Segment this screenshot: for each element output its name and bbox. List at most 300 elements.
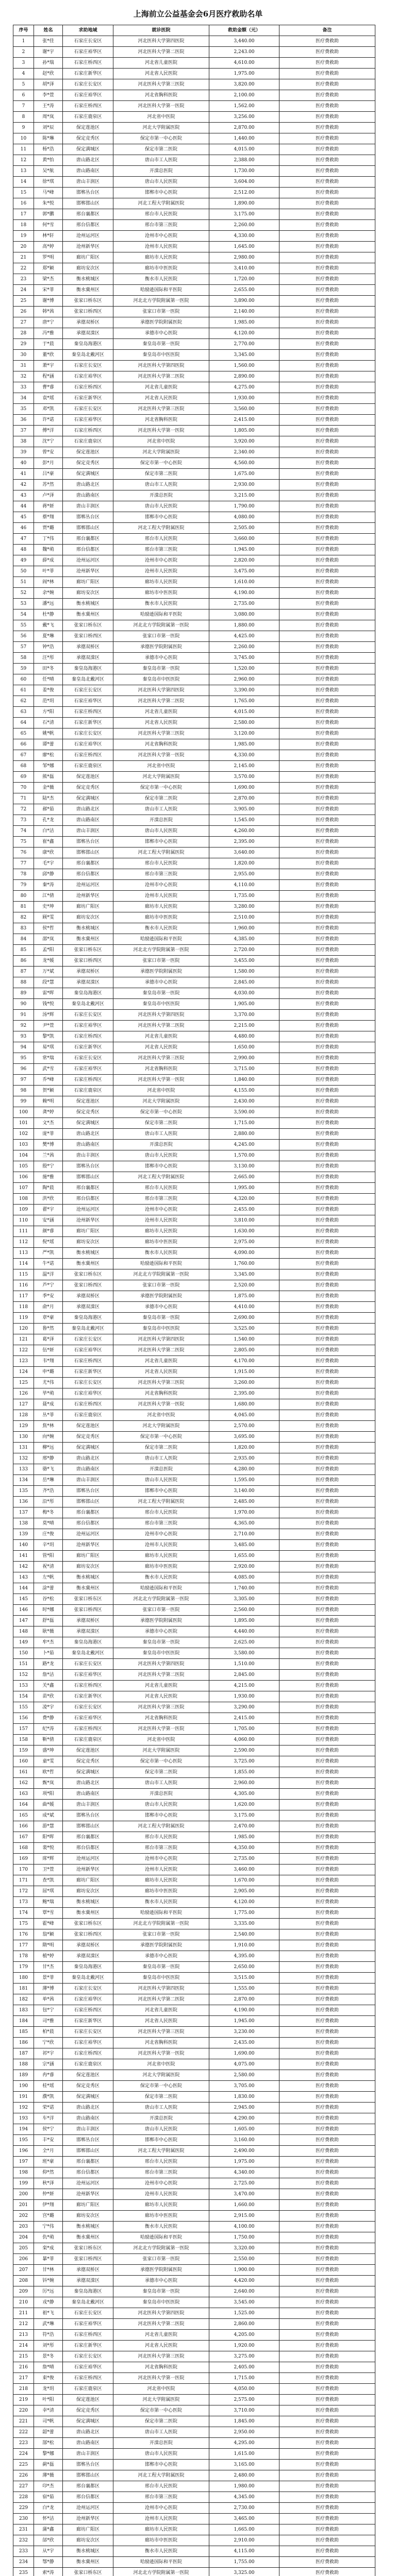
row-index: 156	[13, 1713, 34, 1724]
row-index: 141	[13, 1551, 34, 1562]
row-name: 聂*成	[34, 1399, 63, 1410]
row-name: 隋*明	[34, 1940, 63, 1951]
row-note: 医疗费救助	[279, 231, 375, 242]
row-note: 医疗费救助	[279, 967, 375, 977]
row-index: 103	[13, 1140, 34, 1150]
row-name: 吕*豪	[34, 469, 63, 480]
table-row	[13, 2405, 375, 2416]
table-row	[13, 361, 375, 371]
table-row	[13, 90, 375, 101]
row-hospital: 张家口市第一医院	[113, 2254, 209, 2265]
row-note: 医疗费救助	[279, 2211, 375, 2222]
row-name: 鲍*瑞	[34, 1897, 63, 1908]
row-hospital: 邯郸市中心医院	[113, 2135, 209, 2146]
row-amount: 1,540.00	[209, 1334, 279, 1345]
row-name: 凌*宇	[34, 1702, 63, 1713]
row-name: 班*豪	[34, 2157, 63, 2167]
table-row	[13, 339, 375, 350]
row-name: 颜*睿	[34, 1226, 63, 1237]
row-amount: 2,260.00	[209, 642, 279, 653]
row-note: 医疗费救助	[279, 848, 375, 858]
table-row	[13, 123, 375, 133]
row-name: 赖*明	[34, 1096, 63, 1107]
row-amount: 1,690.00	[209, 2048, 279, 2059]
table-row	[13, 1140, 375, 1150]
row-name: 从*宇	[34, 2546, 63, 2557]
row-amount: 4,275.00	[209, 382, 279, 393]
table-row	[13, 2254, 375, 2265]
row-amount: 2,735.00	[209, 599, 279, 609]
row-name: 骆*飞	[34, 1464, 63, 1475]
table-row	[13, 1367, 375, 1378]
table-row	[13, 772, 375, 783]
row-region: 沧州新华区	[63, 566, 113, 577]
row-hospital: 河北省胸科医院	[113, 415, 209, 426]
table-row	[13, 166, 375, 177]
row-hospital: 秦皇岛市中医医院	[113, 674, 209, 685]
row-hospital: 河北北方学院附属第一医院	[113, 1919, 209, 1929]
row-hospital: 秦皇岛市第一医院	[113, 664, 209, 674]
row-hospital: 廊坊市中医医院	[113, 912, 209, 923]
row-region: 石家庄裕华区	[63, 415, 113, 426]
table-row	[13, 2048, 375, 2059]
row-name: 单*茜	[34, 1994, 63, 2005]
table-row	[13, 188, 375, 198]
row-region: 石家庄新华区	[63, 2016, 113, 2027]
row-hospital: 衡水市人民医院	[113, 1897, 209, 1908]
row-hospital: 河北医科大学第三医院	[113, 79, 209, 90]
row-region: 唐山路南区	[63, 490, 113, 501]
table-row	[13, 1962, 375, 1973]
row-hospital: 邯郸市中心医院	[113, 188, 209, 198]
row-name: 沿*彤	[34, 1497, 63, 1507]
row-index: 107	[13, 1183, 34, 1194]
row-name: 莫*晴	[34, 1518, 63, 1529]
row-index: 11	[13, 144, 34, 155]
row-amount: 2,485.00	[209, 1497, 279, 1507]
row-name: 顾*雯	[34, 912, 63, 923]
row-amount: 1,655.00	[209, 1551, 279, 1562]
row-region: 沧州运河区	[63, 1854, 113, 1865]
row-note: 医疗费救助	[279, 1984, 375, 1994]
table-row	[13, 296, 375, 307]
row-amount: 2,145.00	[209, 761, 279, 772]
table-row	[13, 2135, 375, 2146]
table-row	[13, 599, 375, 609]
row-name: 曹*睿	[34, 382, 63, 393]
row-note: 医疗费救助	[279, 1421, 375, 1432]
row-hospital: 邢台市人民医院	[113, 534, 209, 545]
row-region: 唐山丰润区	[63, 826, 113, 837]
row-name: 薛*成	[34, 555, 63, 566]
row-index: 44	[13, 501, 34, 512]
row-region: 承德双桥区	[63, 1616, 113, 1626]
row-name: 孙*瑞	[34, 58, 63, 69]
row-name: 乔*峰	[34, 1075, 63, 1086]
row-name: 向*婉	[34, 1432, 63, 1443]
row-hospital: 邢台市第三医院	[113, 869, 209, 880]
table-row	[13, 1843, 375, 1854]
table-row	[13, 696, 375, 707]
row-note: 医疗费救助	[279, 1248, 375, 1259]
row-note: 医疗费救助	[279, 934, 375, 945]
row-region: 秦皇岛海港区	[63, 664, 113, 674]
row-region: 廊坊广阳区	[63, 1875, 113, 1886]
row-index: 36	[13, 415, 34, 426]
table-row	[13, 891, 375, 902]
row-name: 沈*宁	[34, 436, 63, 447]
row-index: 86	[13, 956, 34, 967]
row-region: 廊坊广阳区	[63, 577, 113, 588]
row-note: 医疗费救助	[279, 1670, 375, 1681]
row-index: 40	[13, 458, 34, 469]
table-row	[13, 1626, 375, 1637]
row-note: 医疗费救助	[279, 1713, 375, 1724]
row-region: 石家庄桥西区	[63, 1356, 113, 1367]
row-amount: 2,215.00	[209, 1021, 279, 1031]
row-name: 秦*涛	[34, 880, 63, 891]
table-row	[13, 1616, 375, 1626]
table-row	[13, 2038, 375, 2048]
table-row	[13, 1324, 375, 1334]
row-region: 衡水冀州区	[63, 1583, 113, 1594]
row-note: 医疗费救助	[279, 36, 375, 47]
row-region: 秦皇岛海港区	[63, 1962, 113, 1973]
row-region: 邯郸丛台区	[63, 1161, 113, 1172]
row-name: 安*涵	[34, 1215, 63, 1226]
row-region: 邢台信都区	[63, 1843, 113, 1854]
row-amount: 2,260.00	[209, 220, 279, 231]
row-index: 81	[13, 902, 34, 912]
row-index: 97	[13, 1075, 34, 1086]
table-row	[13, 945, 375, 956]
table-row	[13, 999, 375, 1010]
row-region: 邢台襄都区	[63, 534, 113, 545]
row-region: 保定竞秀区	[63, 2081, 113, 2092]
table-row	[13, 1302, 375, 1313]
table-row	[13, 1010, 375, 1021]
table-row	[13, 674, 375, 685]
row-region: 石家庄裕华区	[63, 1713, 113, 1724]
row-index: 22	[13, 263, 34, 274]
row-region: 保定莲池区	[63, 123, 113, 133]
row-amount: 3,604.00	[209, 177, 279, 188]
row-note: 医疗费救助	[279, 869, 375, 880]
row-note: 医疗费救助	[279, 566, 375, 577]
row-note: 医疗费救助	[279, 1745, 375, 1756]
row-note: 医疗费救助	[279, 307, 375, 317]
row-amount: 4,030.00	[209, 988, 279, 999]
row-note: 医疗费救助	[279, 1789, 375, 1800]
row-hospital: 沧州市中心医院	[113, 1205, 209, 1215]
row-region: 沧州运河区	[63, 2178, 113, 2189]
row-index: 233	[13, 2546, 34, 2557]
row-amount: 2,340.00	[209, 447, 279, 458]
row-index: 213	[13, 2330, 34, 2341]
row-amount: 1,645.00	[209, 242, 279, 252]
row-hospital: 唐山市工人医院	[113, 2103, 209, 2113]
row-region: 石家庄新华区	[63, 2341, 113, 2351]
row-hospital: 河北医科大学第四医院	[113, 1334, 209, 1345]
row-amount: 1,975.00	[209, 2157, 279, 2167]
row-index: 10	[13, 133, 34, 144]
row-index: 124	[13, 1367, 34, 1378]
row-amount: 3,130.00	[209, 1161, 279, 1172]
row-name: 江*倩	[34, 891, 63, 902]
table-row	[13, 956, 375, 967]
row-amount: 2,770.00	[209, 339, 279, 350]
row-name: 邢*静	[34, 1453, 63, 1464]
row-hospital: 唐山市工人医院	[113, 1453, 209, 1464]
row-region: 邢台信都区	[63, 545, 113, 555]
row-note: 医疗费救助	[279, 1929, 375, 1940]
row-note: 医疗费救助	[279, 2308, 375, 2319]
row-amount: 2,915.00	[209, 2211, 279, 2222]
row-hospital: 河北工程大学附属医院	[113, 1497, 209, 1507]
row-index: 102	[13, 1129, 34, 1140]
row-region: 唐山丰润区	[63, 2449, 113, 2460]
row-amount: 1,560.00	[209, 361, 279, 371]
table-row	[13, 1865, 375, 1875]
row-hospital: 衡水市人民医院	[113, 2546, 209, 2557]
row-hospital: 邢台市第三医院	[113, 545, 209, 555]
row-note: 医疗费救助	[279, 1702, 375, 1713]
row-region: 邯郸邯山区	[63, 198, 113, 209]
table-row	[13, 728, 375, 739]
row-region: 石家庄裕华区	[63, 1021, 113, 1031]
row-hospital: 保定市第二医院	[113, 793, 209, 804]
row-amount: 2,560.00	[209, 1605, 279, 1616]
table-row	[13, 1280, 375, 1291]
row-region: 廊坊安次区	[63, 588, 113, 599]
row-amount: 1,880.00	[209, 620, 279, 631]
row-amount: 3,590.00	[209, 1107, 279, 1118]
row-region: 张家口桥西区	[63, 1605, 113, 1616]
row-note: 医疗费救助	[279, 2146, 375, 2157]
row-index: 160	[13, 1756, 34, 1767]
row-index: 4	[13, 69, 34, 79]
row-region: 秦皇岛北戴河区	[63, 1973, 113, 1984]
row-region: 衡水桃城区	[63, 274, 113, 285]
row-name: 纪*涛	[34, 1724, 63, 1735]
row-hospital: 保定市第二医院	[113, 1767, 209, 1778]
row-amount: 4,330.00	[209, 231, 279, 242]
row-amount: 4,120.00	[209, 328, 279, 339]
row-name: 夏*琳	[34, 631, 63, 642]
row-region: 衡水冀州区	[63, 2232, 113, 2243]
row-index: 29	[13, 339, 34, 350]
row-hospital: 保定市第一中心医院	[113, 133, 209, 144]
table-row	[13, 1464, 375, 1475]
row-amount: 3,725.00	[209, 1756, 279, 1767]
row-amount: 2,505.00	[209, 523, 279, 534]
row-index: 225	[13, 2460, 34, 2470]
row-hospital: 邯郸市中心医院	[113, 1810, 209, 1821]
row-amount: 4,610.00	[209, 58, 279, 69]
row-amount: 3,560.00	[209, 404, 279, 415]
row-region: 石家庄裕华区	[63, 1994, 113, 2005]
row-hospital: 开滦总医院	[113, 490, 209, 501]
row-name: 孔*龙	[34, 815, 63, 826]
row-hospital: 廊坊市中医医院	[113, 2535, 209, 2546]
row-region: 邯郸丛台区	[63, 837, 113, 848]
table-row	[13, 1756, 375, 1767]
row-region: 石家庄长安区	[63, 1659, 113, 1670]
row-region: 保定竞秀区	[63, 2405, 113, 2416]
row-name: 石*清	[34, 718, 63, 728]
row-index: 169	[13, 1854, 34, 1865]
row-amount: 2,910.00	[209, 2535, 279, 2546]
row-amount: 2,510.00	[209, 912, 279, 923]
row-hospital: 河北医科大学第一医院	[113, 1075, 209, 1086]
row-region: 石家庄长安区	[63, 728, 113, 739]
row-amount: 2,470.00	[209, 1821, 279, 1832]
row-note: 医疗费救助	[279, 404, 375, 415]
row-note: 医疗费救助	[279, 1291, 375, 1302]
row-index: 183	[13, 2005, 34, 2016]
row-note: 医疗费救助	[279, 1118, 375, 1129]
row-region: 保定竞秀区	[63, 1432, 113, 1443]
row-name: 祝*清	[34, 1562, 63, 1572]
row-amount: 1,890.00	[209, 198, 279, 209]
row-note: 医疗费救助	[279, 880, 375, 891]
row-region: 邢台信都区	[63, 2492, 113, 2503]
row-index: 140	[13, 1540, 34, 1551]
row-amount: 1,875.00	[209, 1291, 279, 1302]
row-name: 龙*玥	[34, 2384, 63, 2395]
row-amount: 1,680.00	[209, 1399, 279, 1410]
row-amount: 2,490.00	[209, 2146, 279, 2157]
row-index: 216	[13, 2362, 34, 2373]
row-hospital: 唐山市工人医院	[113, 2427, 209, 2438]
row-name: 司*帆	[34, 2416, 63, 2427]
table-row	[13, 1215, 375, 1226]
row-amount: 3,580.00	[209, 1648, 279, 1659]
row-amount: 4,340.00	[209, 2167, 279, 2178]
row-index: 109	[13, 1205, 34, 1215]
row-hospital: 河北医科大学第二医院	[113, 371, 209, 382]
table-row	[13, 2005, 375, 2016]
row-index: 80	[13, 891, 34, 902]
row-hospital: 河北大学附属医院	[113, 772, 209, 783]
row-note: 医疗费救助	[279, 79, 375, 90]
row-note: 医疗费救助	[279, 1681, 375, 1691]
row-note: 医疗费救助	[279, 664, 375, 674]
row-index: 74	[13, 826, 34, 837]
row-note: 医疗费救助	[279, 685, 375, 696]
table-row	[13, 2265, 375, 2276]
row-note: 医疗费救助	[279, 1064, 375, 1075]
row-name: 霍*峰	[34, 1919, 63, 1929]
row-name: 金*薇	[34, 783, 63, 793]
row-amount: 2,580.00	[209, 718, 279, 728]
row-name: 苏*然	[34, 480, 63, 490]
row-note: 医疗费救助	[279, 1313, 375, 1324]
table-row	[13, 1064, 375, 1075]
row-region: 石家庄长安区	[63, 2351, 113, 2362]
row-index: 128	[13, 1410, 34, 1421]
row-region: 衡水冀州区	[63, 1908, 113, 1919]
row-note: 医疗费救助	[279, 1021, 375, 1031]
row-index: 1	[13, 36, 34, 47]
row-region: 石家庄桥西区	[63, 2373, 113, 2384]
row-note: 医疗费救助	[279, 750, 375, 761]
row-index: 18	[13, 220, 34, 231]
row-hospital: 廊坊市人民医院	[113, 2200, 209, 2211]
row-name: 焦*林	[34, 1421, 63, 1432]
row-region: 承德双桥区	[63, 642, 113, 653]
row-region: 石家庄裕华区	[63, 2038, 113, 2048]
row-amount: 4,080.00	[209, 512, 279, 523]
row-name: 齐*浩	[34, 1486, 63, 1497]
row-note: 医疗费救助	[279, 317, 375, 328]
row-name: 潘*远	[34, 599, 63, 609]
row-note: 医疗费救助	[279, 296, 375, 307]
row-name: 童*雯	[34, 1756, 63, 1767]
row-hospital: 唐山市人民医院	[113, 501, 209, 512]
row-name: 幸*清	[34, 2405, 63, 2416]
table-row	[13, 545, 375, 555]
row-region: 衡水桃城区	[63, 2222, 113, 2232]
row-hospital: 沧州市中心医院	[113, 2503, 209, 2514]
row-note: 医疗费救助	[279, 977, 375, 988]
row-region: 承德双滦区	[63, 1302, 113, 1313]
table-row	[13, 155, 375, 166]
row-amount: 2,735.00	[209, 1854, 279, 1865]
table-row	[13, 1659, 375, 1670]
table-row	[13, 1886, 375, 1897]
row-name: 俞*月	[34, 1302, 63, 1313]
row-index: 113	[13, 1248, 34, 1259]
row-region: 保定竞秀区	[63, 133, 113, 144]
row-note: 医疗费救助	[279, 620, 375, 631]
row-index: 104	[13, 1150, 34, 1161]
row-index: 218	[13, 2384, 34, 2395]
row-hospital: 河北医科大学第三医院	[113, 728, 209, 739]
row-name: 荣*诺	[34, 2103, 63, 2113]
row-region: 邯郸邯山区	[63, 523, 113, 534]
table-row	[13, 436, 375, 447]
row-index: 176	[13, 1929, 34, 1940]
row-note: 医疗费救助	[279, 90, 375, 101]
row-amount: 1,895.00	[209, 1616, 279, 1626]
row-hospital: 邢台市第三医院	[113, 2492, 209, 2503]
row-region: 石家庄桥西区	[63, 1031, 113, 1042]
row-index: 173	[13, 1897, 34, 1908]
row-region: 石家庄长安区	[63, 2027, 113, 2038]
row-amount: 1,660.00	[209, 2200, 279, 2211]
row-name: 武*雪	[34, 1064, 63, 1075]
table-row	[13, 1486, 375, 1497]
row-region: 石家庄桥西区	[63, 1724, 113, 1735]
row-hospital: 保定市第一中心医院	[113, 2405, 209, 2416]
row-hospital: 河北大学附属医院	[113, 1096, 209, 1107]
row-region: 唐山丰润区	[63, 177, 113, 188]
row-index: 162	[13, 1778, 34, 1789]
row-note: 医疗费救助	[279, 2048, 375, 2059]
row-hospital: 河北大学附属医院	[113, 2395, 209, 2405]
table-row	[13, 209, 375, 220]
relief-table	[13, 25, 375, 2576]
row-region: 张家口桥西区	[63, 307, 113, 317]
row-name: 宿*茹	[34, 2492, 63, 2503]
row-region: 承德双滦区	[63, 977, 113, 988]
row-region: 沧州新华区	[63, 242, 113, 252]
row-hospital: 唐山市人民医院	[113, 1150, 209, 1161]
row-amount: 3,215.00	[209, 490, 279, 501]
row-note: 医疗费救助	[279, 945, 375, 956]
row-amount: 4,295.00	[209, 2438, 279, 2449]
